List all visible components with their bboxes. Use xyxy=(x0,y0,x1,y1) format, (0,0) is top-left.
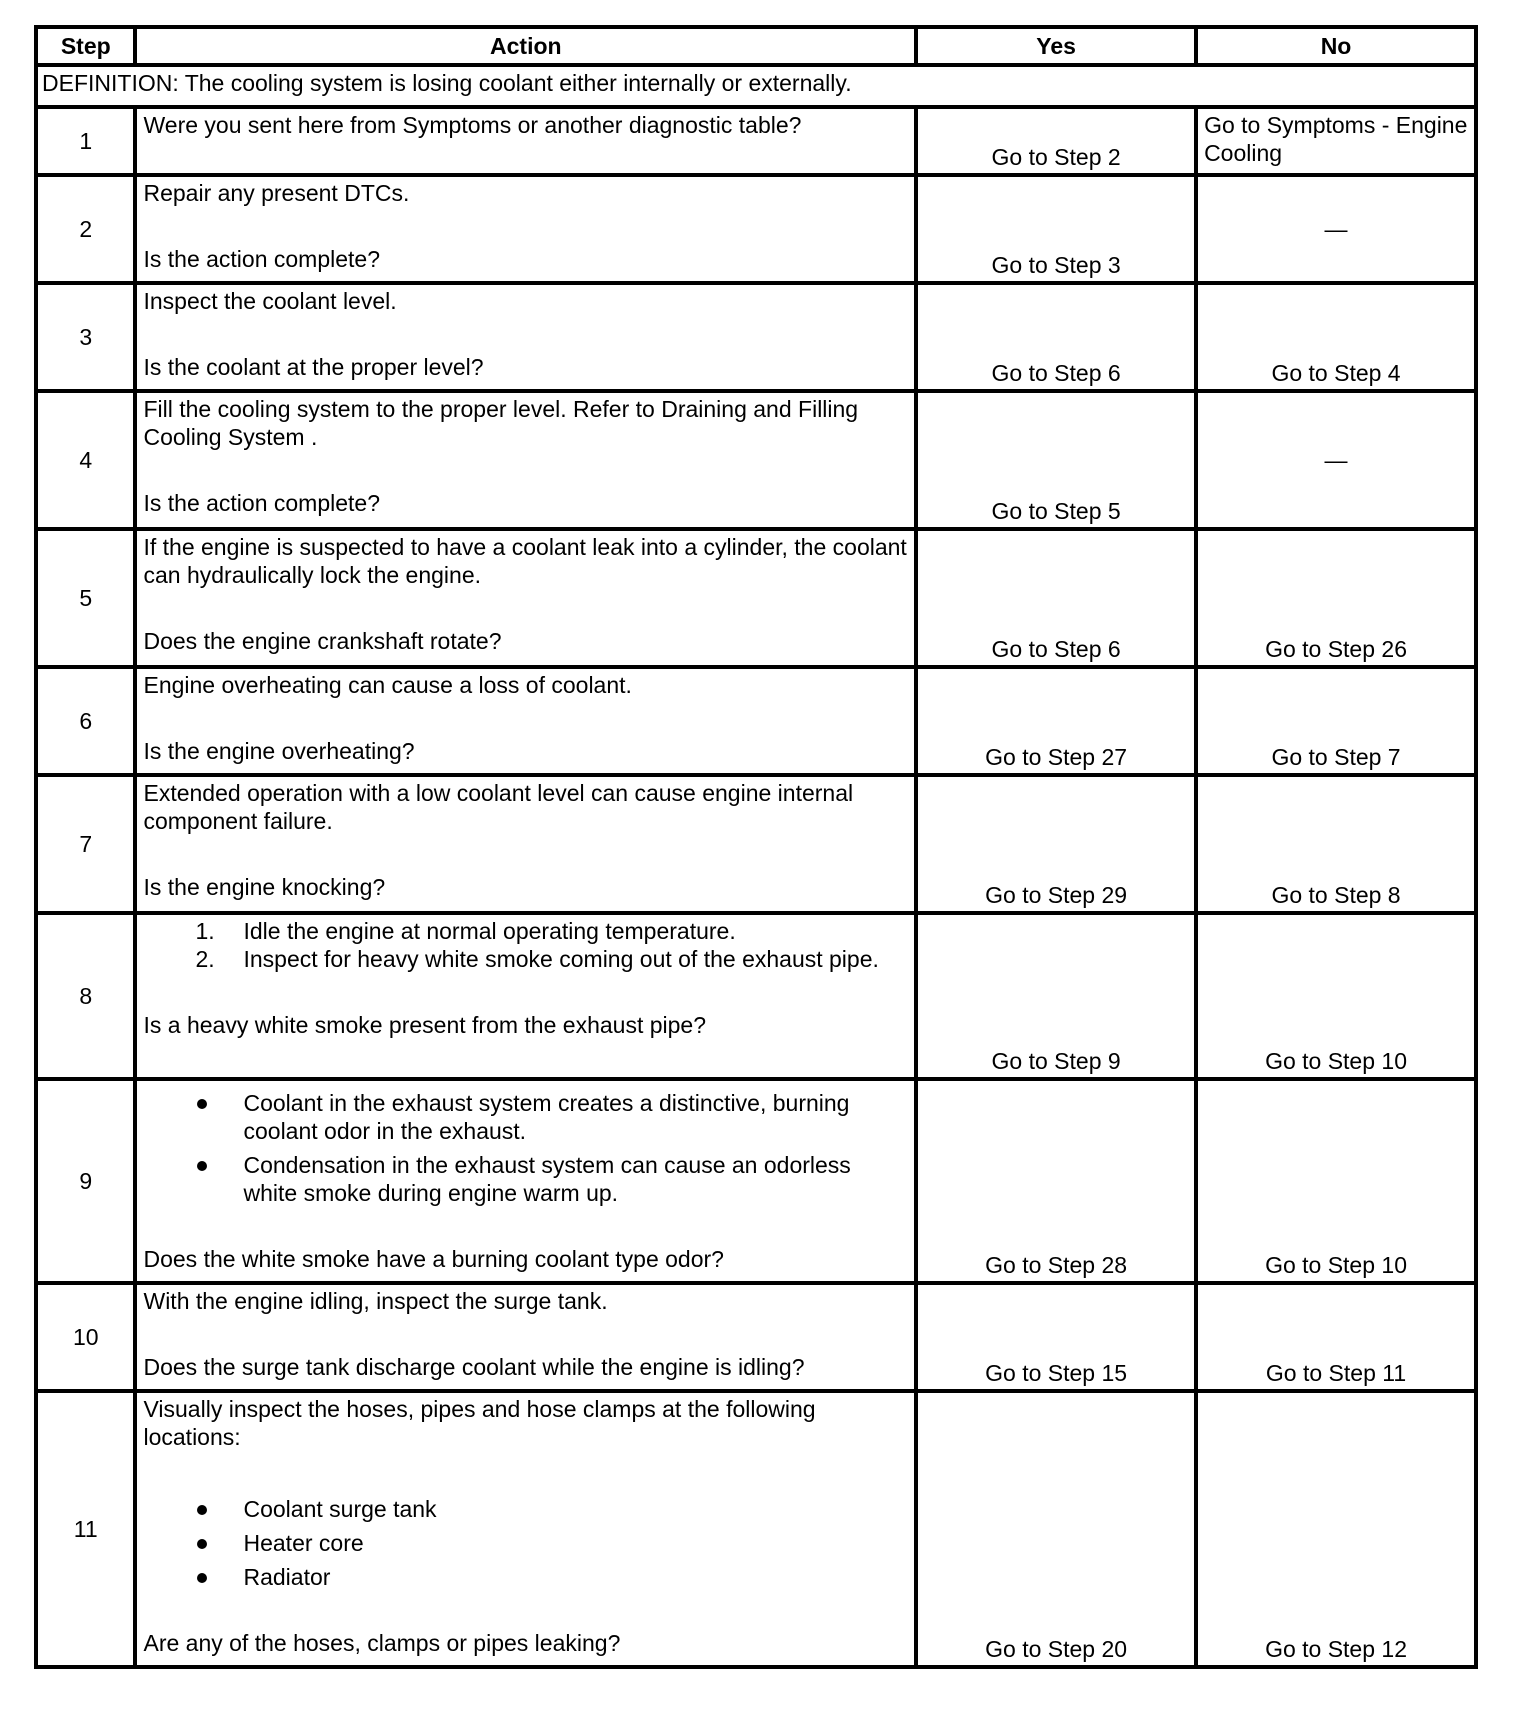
action-cell xyxy=(135,529,916,667)
action-question: Is the action complete? xyxy=(143,246,381,272)
action-text: Visually inspect the hoses, pipes and hose clamps at the following locations: xyxy=(143,1396,816,1450)
action-cell xyxy=(135,1079,916,1283)
action-question: Is the coolant at the proper level? xyxy=(143,354,484,380)
bullet-icon xyxy=(197,1161,207,1171)
header-row xyxy=(36,27,1476,65)
no-cell: Go to Step 8 xyxy=(1196,775,1476,913)
table-row xyxy=(36,529,1476,667)
table-row xyxy=(36,283,1476,391)
definition-row xyxy=(36,65,1476,107)
bullet-icon xyxy=(197,1539,207,1549)
action-text: Repair any present DTCs. xyxy=(143,180,410,206)
yes-cell: Go to Step 27 xyxy=(916,667,1196,775)
bullet-icon xyxy=(197,1573,207,1583)
action-text: Were you sent here from Symptoms or another diagnostic table? xyxy=(143,112,802,138)
no-cell: Go to Step 4 xyxy=(1196,283,1476,391)
action-question: Is the engine knocking? xyxy=(143,874,386,900)
list-text: Idle the engine at normal operating temperature. xyxy=(243,918,736,944)
no-cell: Go to Step 11 xyxy=(1196,1283,1476,1391)
action-question: Does the white smoke have a burning coolant type odor? xyxy=(143,1246,724,1272)
list-number: 1. xyxy=(195,918,215,944)
no-cell: Go to Symptoms - Engine Cooling xyxy=(1196,107,1476,175)
list-item xyxy=(143,917,908,945)
numbered-list xyxy=(143,917,908,973)
step-number: 9 xyxy=(36,1079,135,1283)
action-text: With the engine idling, inspect the surge tank. xyxy=(143,1288,608,1314)
no-cell: Go to Step 10 xyxy=(1196,913,1476,1079)
action-text: Extended operation with a low coolant level can cause engine internal component failure. xyxy=(143,780,854,834)
action-cell xyxy=(135,913,916,1079)
action-question: Is the action complete? xyxy=(143,490,381,516)
no-cell: Go to Step 10 xyxy=(1196,1079,1476,1283)
action-question: Does the engine crankshaft rotate? xyxy=(143,628,502,654)
action-text: If the engine is suspected to have a coolant leak into a cylinder, the coolant can hydraulically lock the engine. xyxy=(143,534,907,588)
header-step: Step xyxy=(36,27,135,65)
no-cell: — xyxy=(1196,391,1476,529)
step-number: 10 xyxy=(36,1283,135,1391)
bullet-icon xyxy=(197,1099,207,1109)
no-cell: Go to Step 26 xyxy=(1196,529,1476,667)
step-number: 6 xyxy=(36,667,135,775)
header-action: Action xyxy=(135,27,916,65)
yes-cell: Go to Step 29 xyxy=(916,775,1196,913)
yes-cell: Go to Step 20 xyxy=(916,1391,1196,1667)
list-number: 2. xyxy=(195,946,215,972)
step-number: 5 xyxy=(36,529,135,667)
yes-cell: Go to Step 6 xyxy=(916,529,1196,667)
action-question: Is a heavy white smoke present from the exhaust pipe? xyxy=(143,1012,707,1038)
action-question: Does the surge tank discharge coolant while the engine is idling? xyxy=(143,1354,805,1380)
bullet-icon xyxy=(197,1505,207,1515)
yes-cell: Go to Step 2 xyxy=(916,107,1196,175)
list-text: Heater core xyxy=(243,1530,364,1556)
yes-cell: Go to Step 9 xyxy=(916,913,1196,1079)
step-number: 11 xyxy=(36,1391,135,1667)
list-item xyxy=(143,945,908,973)
yes-cell: Go to Step 15 xyxy=(916,1283,1196,1391)
table-row xyxy=(36,1283,1476,1391)
table-row xyxy=(36,107,1476,175)
action-cell xyxy=(135,283,916,391)
action-text: Engine overheating can cause a loss of coolant. xyxy=(143,672,632,698)
no-cell: — xyxy=(1196,175,1476,283)
list-text: Coolant surge tank xyxy=(243,1496,437,1522)
header-no: No xyxy=(1196,27,1476,65)
list-item xyxy=(143,1151,908,1207)
action-question: Are any of the hoses, clamps or pipes leaking? xyxy=(143,1630,621,1656)
action-text: Inspect the coolant level. xyxy=(143,288,397,314)
list-text: Inspect for heavy white smoke coming out of the exhaust pipe. xyxy=(243,946,879,972)
bullet-list xyxy=(143,1089,908,1207)
list-item xyxy=(143,1529,908,1557)
table-row xyxy=(36,391,1476,529)
action-question: Is the engine overheating? xyxy=(143,738,415,764)
step-number: 3 xyxy=(36,283,135,391)
list-text: Condensation in the exhaust system can cause an odorless white smoke during engine warm up. xyxy=(243,1152,851,1206)
list-item xyxy=(143,1089,908,1145)
header-yes: Yes xyxy=(916,27,1196,65)
step-number: 8 xyxy=(36,913,135,1079)
step-number: 1 xyxy=(36,107,135,175)
table-row xyxy=(36,175,1476,283)
action-cell xyxy=(135,175,916,283)
table-row xyxy=(36,1391,1476,1667)
step-number: 2 xyxy=(36,175,135,283)
yes-cell: Go to Step 3 xyxy=(916,175,1196,283)
yes-cell: Go to Step 6 xyxy=(916,283,1196,391)
action-cell xyxy=(135,1391,916,1667)
action-text: Fill the cooling system to the proper level. Refer to Draining and Filling Cooling System . xyxy=(143,396,859,450)
list-item xyxy=(143,1563,908,1591)
yes-cell: Go to Step 28 xyxy=(916,1079,1196,1283)
list-item xyxy=(143,1495,908,1523)
table-row xyxy=(36,1079,1476,1283)
table-row xyxy=(36,667,1476,775)
action-cell xyxy=(135,667,916,775)
table-row xyxy=(36,775,1476,913)
bullet-list xyxy=(143,1495,908,1591)
action-cell xyxy=(135,1283,916,1391)
no-cell: Go to Step 7 xyxy=(1196,667,1476,775)
table-row xyxy=(36,913,1476,1079)
yes-cell: Go to Step 5 xyxy=(916,391,1196,529)
step-number: 7 xyxy=(36,775,135,913)
list-text: Radiator xyxy=(243,1564,331,1590)
list-text: Coolant in the exhaust system creates a distinctive, burning coolant odor in the exhaust. xyxy=(243,1090,850,1144)
diagnostic-table xyxy=(34,25,1478,1669)
definition-text: DEFINITION: The cooling system is losing coolant either internally or externally. xyxy=(36,65,1476,107)
no-cell: Go to Step 12 xyxy=(1196,1391,1476,1667)
action-cell xyxy=(135,107,916,175)
action-cell xyxy=(135,775,916,913)
step-number: 4 xyxy=(36,391,135,529)
action-cell xyxy=(135,391,916,529)
